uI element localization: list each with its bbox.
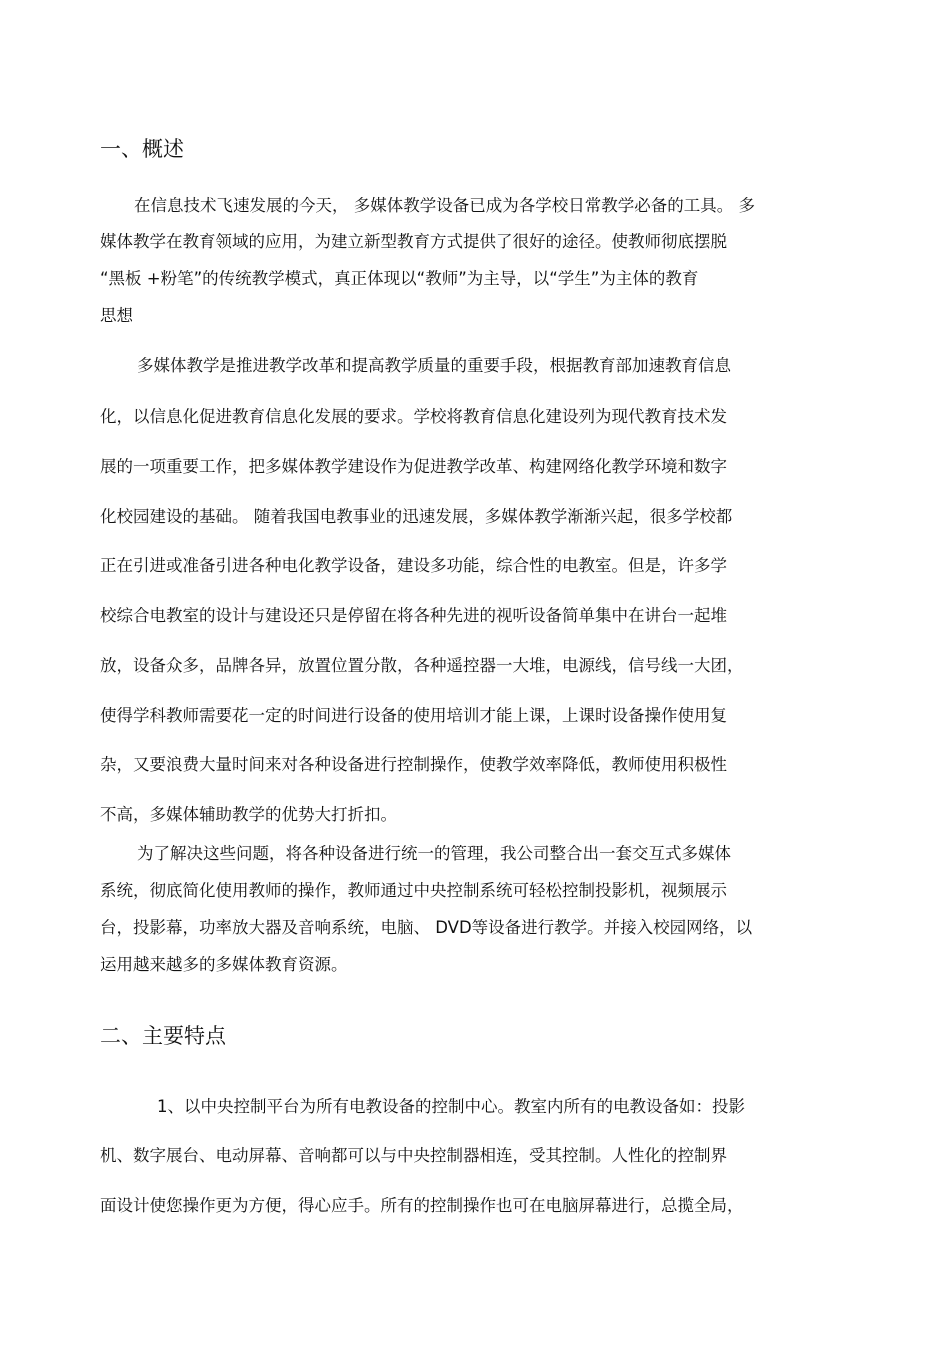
paragraph-line: 杂，又要浪费大量时间来对各种设备进行控制操作，使教学效率降低，教师使用积极性 <box>100 755 727 774</box>
paragraph-line: 在信息技术飞速发展的今天， 多媒体教学设备已成为各学校日常教学必备的工具。 多 <box>134 196 755 215</box>
paragraph-line: 系统，彻底简化使用教师的操作，教师通过中央控制系统可轻松控制投影机，视频展示 <box>100 881 727 900</box>
paragraph-line: 为了解决这些问题，将各种设备进行统一的管理，我公司整合出一套交互式多媒体 <box>137 844 731 863</box>
paragraph-line: 媒体教学在教育领域的应用，为建立新型教育方式提供了很好的途径。使教师彻底摆脱 <box>100 232 727 251</box>
paragraph-line: 校综合电教室的设计与建设还只是停留在将各种先进的视听设备简单集中在讲台一起堆 <box>100 606 727 625</box>
paragraph-line: 放，设备众多，品牌各异，放置位置分散，各种遥控器一大堆，电源线，信号线一大团， <box>100 656 744 675</box>
paragraph-line: 运用越来越多的多媒体教育资源。 <box>100 955 348 974</box>
section-heading-features: 二、主要特点 <box>100 1024 226 1048</box>
paragraph-line: 展的一项重要工作，把多媒体教学建设作为促进教学改革、构建网络化教学环境和数字 <box>100 457 727 476</box>
paragraph-line: 使得学科教师需要花一定的时间进行设备的使用培训才能上课，上课时设备操作使用复 <box>100 706 727 725</box>
paragraph-line: 机、数字展台、电动屏幕、音响都可以与中央控制器相连，受其控制。人性化的控制界 <box>100 1146 727 1165</box>
paragraph-line: 多媒体教学是推进教学改革和提高教学质量的重要手段，根据教育部加速教育信息 <box>137 356 731 375</box>
paragraph-line: 台，投影幕，功率放大器及音响系统，电脑、 DVD等设备进行教学。并接入校园网络，以 <box>100 918 753 937</box>
paragraph-line: 不高，多媒体辅助教学的优势大打折扣。 <box>100 805 397 824</box>
section-heading-overview: 一、概述 <box>100 137 184 161</box>
paragraph-line: 化校园建设的基础。 随着我国电教事业的迅速发展，多媒体教学渐渐兴起，很多学校都 <box>100 507 733 526</box>
paragraph-line: 面设计使您操作更为方便，得心应手。所有的控制操作也可在电脑屏幕进行，总揽全局， <box>100 1196 744 1215</box>
paragraph-line: 思想 <box>100 306 133 325</box>
paragraph-line: “黑板 +粉笔”的传统教学模式，真正体现以“教师”为主导，以“学生”为主体的教育 <box>100 269 699 288</box>
paragraph-line: 1、以中央控制平台为所有电教设备的控制中心。教室内所有的电教设备如：投影 <box>157 1097 745 1116</box>
paragraph-line: 化，以信息化促进教育信息化发展的要求。学校将教育信息化建设列为现代教育技术发 <box>100 407 727 426</box>
paragraph-line: 正在引进或准备引进各种电化教学设备，建设多功能，综合性的电教室。但是，许多学 <box>100 556 727 575</box>
